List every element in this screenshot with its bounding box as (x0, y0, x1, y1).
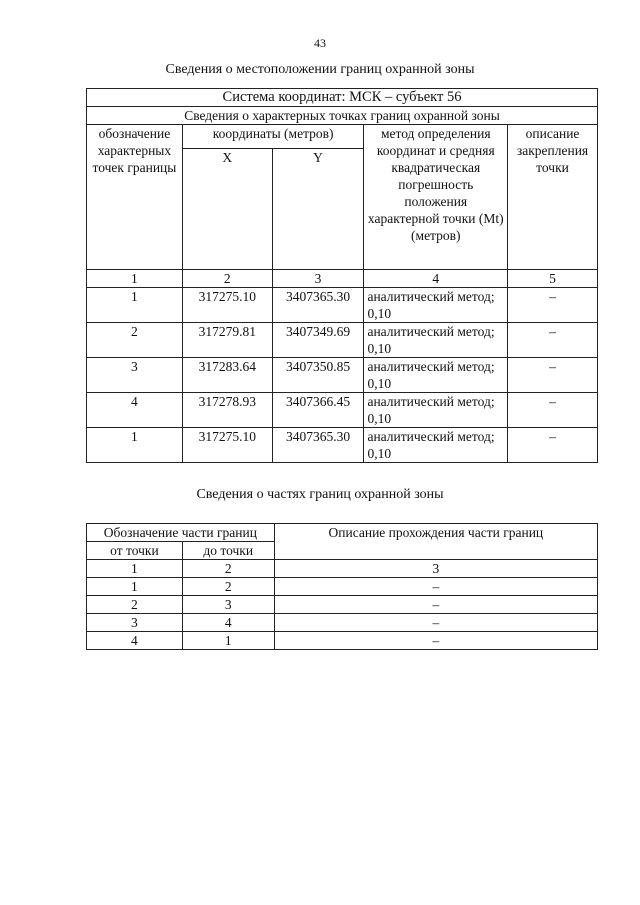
table-row (87, 578, 598, 596)
point-cell: 4 (87, 393, 183, 428)
col-number: 2 (182, 560, 274, 578)
table-row (87, 288, 598, 323)
col-number: 4 (364, 270, 508, 288)
col-header-coords: координаты (метров) (182, 125, 364, 149)
y-cell: 3407366.45 (272, 393, 364, 428)
table-row (87, 632, 598, 650)
col-number: 3 (272, 270, 364, 288)
col-header-part-desc: Описание прохождения части границ (274, 524, 597, 560)
from-cell: 1 (87, 578, 183, 596)
method-cell: аналитический метод; 0,10 (364, 358, 508, 393)
table-row (87, 358, 598, 393)
col-number: 2 (182, 270, 272, 288)
to-cell: 2 (182, 578, 274, 596)
from-cell: 2 (87, 596, 183, 614)
desc-cell: – (508, 393, 598, 428)
to-cell: 4 (182, 614, 274, 632)
col-header-from: от точки (87, 542, 183, 560)
point-cell: 1 (87, 428, 183, 463)
x-cell: 317279.81 (182, 323, 272, 358)
col-header-to: до точки (182, 542, 274, 560)
part-desc-cell: – (274, 578, 597, 596)
x-cell: 317278.93 (182, 393, 272, 428)
point-cell: 1 (87, 288, 183, 323)
table-row (87, 596, 598, 614)
part-desc-cell: – (274, 596, 597, 614)
col-header-method: метод определения координат и средняя квадратическая погрешность положения характерной точки (Mt) (метров) (364, 125, 508, 270)
section-title-boundaries: Сведения о местоположении границ охранной зоны (165, 62, 475, 77)
part-desc-cell: – (274, 614, 597, 632)
y-cell: 3407365.30 (272, 288, 364, 323)
point-cell: 3 (87, 358, 183, 393)
method-cell: аналитический метод; 0,10 (364, 323, 508, 358)
page-number: 43 (314, 36, 326, 50)
col-header-desc: описание закрепления точки (508, 125, 598, 270)
col-header-y: Y (272, 149, 364, 270)
section-title-parts: Сведения о частях границ охранной зоны (196, 487, 444, 502)
col-header-part: Обозначение части границ (87, 524, 275, 542)
table-row (87, 428, 598, 463)
coord-system-header: Система координат: МСК – субъект 56 (87, 89, 598, 107)
table-row (87, 614, 598, 632)
col-number: 1 (87, 270, 183, 288)
points-subheader: Сведения о характерных точках границ охранной зоны (87, 107, 598, 125)
table-row (87, 323, 598, 358)
to-cell: 3 (182, 596, 274, 614)
y-cell: 3407349.69 (272, 323, 364, 358)
col-header-point: обозначение характерных точек границы (87, 125, 183, 270)
desc-cell: – (508, 288, 598, 323)
to-cell: 1 (182, 632, 274, 650)
desc-cell: – (508, 358, 598, 393)
table-row (87, 393, 598, 428)
col-header-x: X (182, 149, 272, 270)
col-number: 5 (508, 270, 598, 288)
method-cell: аналитический метод; 0,10 (364, 393, 508, 428)
col-number: 3 (274, 560, 597, 578)
desc-cell: – (508, 428, 598, 463)
y-cell: 3407350.85 (272, 358, 364, 393)
x-cell: 317275.10 (182, 288, 272, 323)
y-cell: 3407365.30 (272, 428, 364, 463)
boundary-points-table (86, 88, 598, 463)
boundary-parts-table (86, 523, 598, 650)
method-cell: аналитический метод; 0,10 (364, 428, 508, 463)
point-cell: 2 (87, 323, 183, 358)
x-cell: 317283.64 (182, 358, 272, 393)
col-number: 1 (87, 560, 183, 578)
from-cell: 3 (87, 614, 183, 632)
part-desc-cell: – (274, 632, 597, 650)
from-cell: 4 (87, 632, 183, 650)
method-cell: аналитический метод; 0,10 (364, 288, 508, 323)
desc-cell: – (508, 323, 598, 358)
x-cell: 317275.10 (182, 428, 272, 463)
